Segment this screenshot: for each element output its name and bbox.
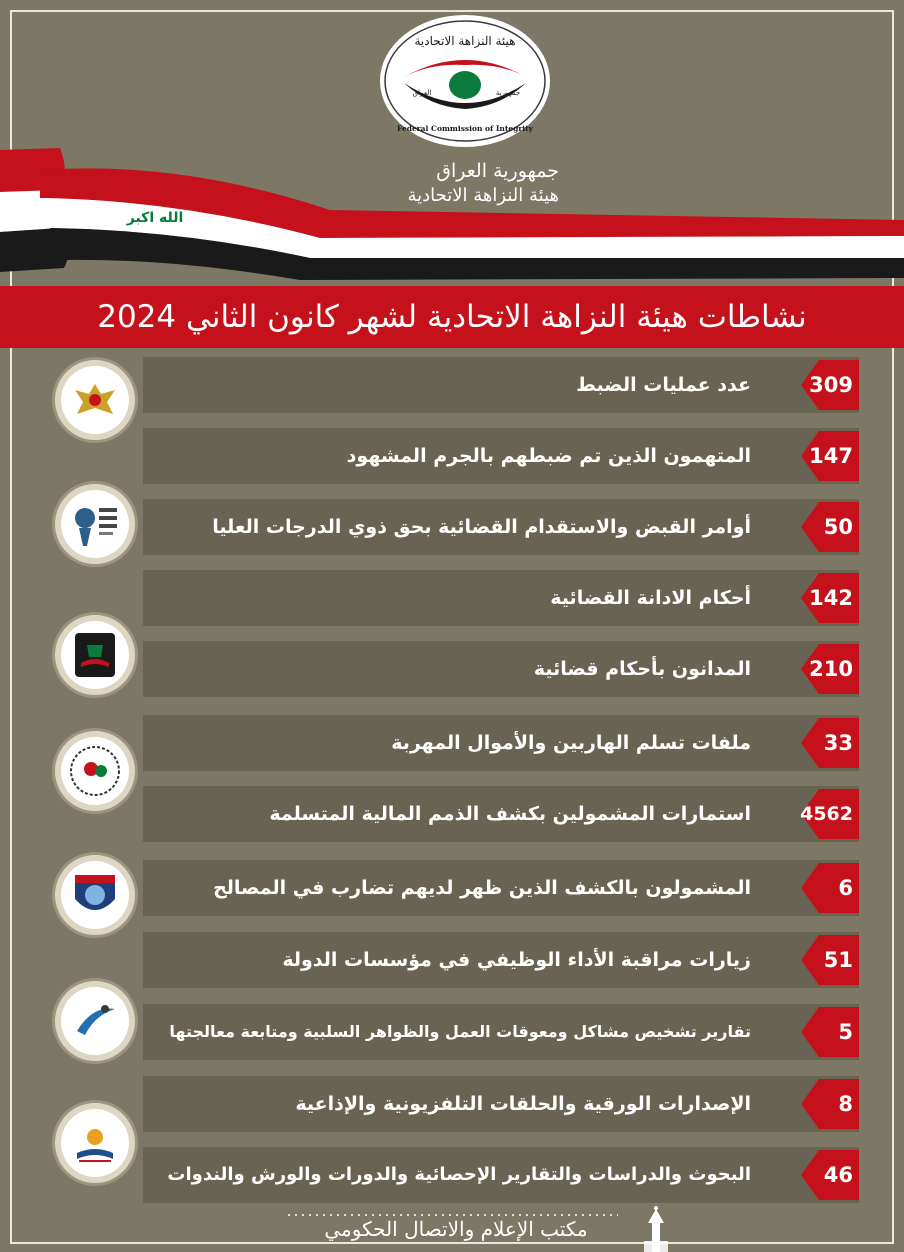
seal-right-text: جمهورية — [495, 89, 521, 97]
investigations-eagle-logo — [52, 357, 138, 443]
stat-row — [143, 1147, 859, 1203]
stat-label: المدانون بأحكام قضائية — [533, 658, 751, 680]
stat-number: 8 — [838, 1092, 853, 1116]
stat-number: 46 — [823, 1163, 853, 1187]
stat-number: 51 — [823, 948, 853, 972]
stat-row — [143, 570, 859, 626]
seal-arabic-title: هيئة النزاهة الاتحادية — [414, 34, 516, 48]
stat-row — [143, 1076, 859, 1132]
stat-label: أوامر القبض والاستقدام القضائية بحق ذوي الدرجات العليا — [212, 516, 751, 538]
stat-row — [143, 641, 859, 697]
stat-label: زيارات مراقبة الأداء الوظيفي في مؤسسات الدولة — [282, 949, 751, 971]
stat-row — [143, 786, 859, 842]
stat-row — [143, 932, 859, 988]
stat-row — [143, 715, 859, 771]
eagle-icon — [65, 370, 125, 430]
flag-takbir-text: الله اكبر — [126, 210, 184, 226]
round-seal-icon — [65, 741, 125, 801]
hands-map-icon — [65, 625, 125, 685]
academy-swoosh-icon — [65, 991, 125, 1051]
footer-office-name: مكتب الإعلام والاتصال الحكومي — [324, 1217, 588, 1241]
stat-number: 6 — [838, 876, 853, 900]
stat-label: المشمولون بالكشف الذين ظهر لديهم تضارب في المصالح — [213, 877, 751, 899]
page-title: نشاطات هيئة النزاهة الاتحادية لشهر كانون الثاني 2024 — [0, 286, 904, 348]
stat-label: ملفات تسلم الهاربين والأموال المهربة — [391, 732, 751, 754]
stat-row — [143, 1004, 859, 1060]
education-public-relations-logo — [52, 481, 138, 567]
stat-number: 5 — [838, 1020, 853, 1044]
stat-number: 309 — [809, 373, 853, 397]
stat-number: 142 — [809, 586, 853, 610]
minaret-icon — [638, 1205, 674, 1252]
stat-label: البحوث والدراسات والتقارير الإحصائية والدورات والورش والندوات — [167, 1164, 751, 1185]
stat-number: 33 — [823, 731, 853, 755]
stat-row — [143, 428, 859, 484]
stat-label: تقارير تشخيص مشاكل ومعوقات العمل والظواهر السلبية ومتابعة معالجتها — [169, 1022, 751, 1041]
stat-number: 210 — [809, 657, 853, 681]
academy-logo — [52, 978, 138, 1064]
book-sun-icon — [65, 1113, 125, 1173]
stat-label: الإصدارات الورقية والحلقات التلفزيونية والإذاعية — [295, 1093, 751, 1115]
stat-label: المتهمون الذين تم ضبطهم بالجرم المشهود — [346, 445, 751, 467]
stat-label: استمارات المشمولين بكشف الذمم المالية المتسلمة — [269, 803, 751, 825]
header-commission: هيئة النزاهة الاتحادية — [407, 185, 559, 206]
stat-label: أحكام الادانة القضائية — [550, 587, 751, 609]
prevention-department-logo — [52, 612, 138, 698]
stat-number: 4562 — [800, 803, 853, 825]
stat-number: 147 — [809, 444, 853, 468]
pen-head-icon — [65, 494, 125, 554]
stat-label: عدد عمليات الضبط — [576, 374, 751, 396]
stat-row — [143, 499, 859, 555]
globe-shield-icon — [65, 865, 125, 925]
header-block — [319, 158, 559, 208]
integrity-commission-seal — [380, 15, 550, 147]
seal-round-logo — [52, 728, 138, 814]
stat-row — [143, 860, 859, 916]
header-country: جمهورية العراق — [436, 160, 559, 182]
extradition-office-logo — [52, 852, 138, 938]
planning-research-logo — [52, 1100, 138, 1186]
stat-row — [143, 357, 859, 413]
seal-left-text: العراق — [412, 89, 432, 97]
seal-emblem-icon — [380, 15, 550, 147]
seal-english-text: Federal Commission of Integrity — [397, 124, 533, 133]
stat-number: 50 — [823, 515, 853, 539]
